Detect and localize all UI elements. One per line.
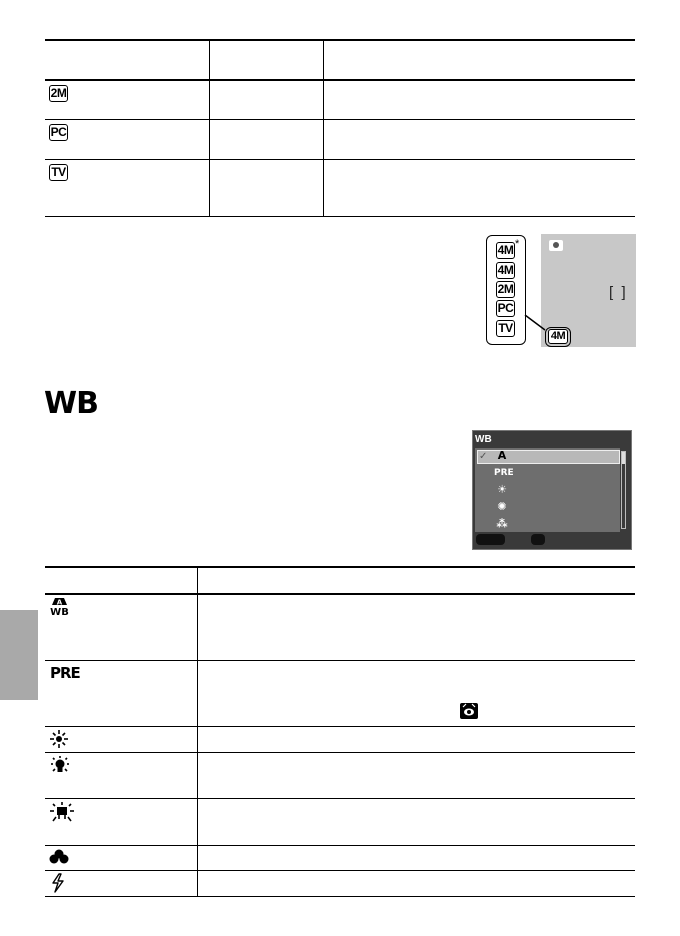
asterisk-note: * bbox=[515, 238, 520, 250]
wb-menu-list bbox=[475, 448, 620, 532]
image-mode-4m-icon: 4M bbox=[497, 263, 514, 277]
image-mode-2m-icon: 2M bbox=[50, 86, 67, 100]
image-mode-pc-icon: PC bbox=[497, 301, 514, 315]
fluorescent-icon bbox=[50, 802, 74, 822]
menu-button-hint bbox=[476, 534, 505, 545]
preset-white-balance-icon: PRE bbox=[50, 664, 80, 682]
svg-text:A: A bbox=[56, 598, 63, 607]
focus-brackets: [ ] bbox=[609, 284, 626, 301]
table-2-header-rule bbox=[45, 593, 635, 595]
table-2-row-rule bbox=[45, 660, 635, 661]
image-mode-tv-icon: TV bbox=[496, 320, 515, 337]
wb-auto-icon: A bbox=[497, 449, 507, 462]
table-2-top-rule bbox=[45, 566, 635, 568]
table-2-row-rule bbox=[45, 752, 635, 753]
table-2-bottom-rule bbox=[45, 896, 635, 897]
wb-fluorescent-icon[interactable]: ⁂ bbox=[496, 517, 508, 530]
wb-preset-icon[interactable]: PRE bbox=[494, 468, 514, 478]
white-balance-title-icon: WB bbox=[44, 386, 98, 421]
table-1-top-rule bbox=[45, 39, 635, 41]
table-1-col-divider bbox=[209, 40, 210, 217]
image-mode-4m-star-icon: 4M bbox=[497, 243, 514, 257]
wb-menu-screen bbox=[472, 430, 632, 550]
table-1-header-rule bbox=[45, 79, 635, 81]
ok-button-hint bbox=[531, 534, 545, 545]
flash-icon bbox=[50, 873, 66, 893]
chapter-side-tab bbox=[0, 610, 38, 700]
wb-incandescent-icon[interactable]: ✺ bbox=[497, 500, 507, 513]
wb-menu-scrollbar[interactable] bbox=[621, 451, 626, 529]
current-image-mode-icon: 4M bbox=[548, 329, 568, 344]
camera-mode-icon bbox=[549, 240, 563, 251]
table-2-row-rule bbox=[45, 726, 635, 727]
cloudy-icon bbox=[49, 849, 69, 865]
wb-daylight-icon[interactable]: ☀ bbox=[497, 483, 507, 496]
wb-menu-title: WB bbox=[475, 434, 492, 445]
callout-connector bbox=[520, 310, 550, 340]
table-1-row-rule bbox=[45, 119, 635, 120]
table-1-col-divider bbox=[323, 40, 324, 217]
incandescent-icon bbox=[50, 756, 70, 776]
table-2-row-rule bbox=[45, 845, 635, 846]
image-mode-pc-icon: PC bbox=[50, 125, 67, 139]
daylight-icon bbox=[50, 730, 68, 748]
table-2-row-rule bbox=[45, 798, 635, 799]
table-2-row-rule bbox=[45, 870, 635, 871]
checkmark-icon: ✓ bbox=[479, 451, 488, 462]
reference-eye-icon bbox=[460, 703, 478, 719]
table-1-row-rule bbox=[45, 159, 635, 160]
auto-white-balance-icon bbox=[49, 597, 71, 617]
svg-text:WB: WB bbox=[50, 607, 69, 617]
table-1-bottom-rule bbox=[45, 216, 635, 217]
image-mode-2m-icon: 2M bbox=[497, 282, 514, 296]
image-mode-tv-icon: TV bbox=[49, 164, 68, 181]
monitor-screen bbox=[541, 234, 636, 347]
table-2-col-divider bbox=[197, 567, 198, 896]
